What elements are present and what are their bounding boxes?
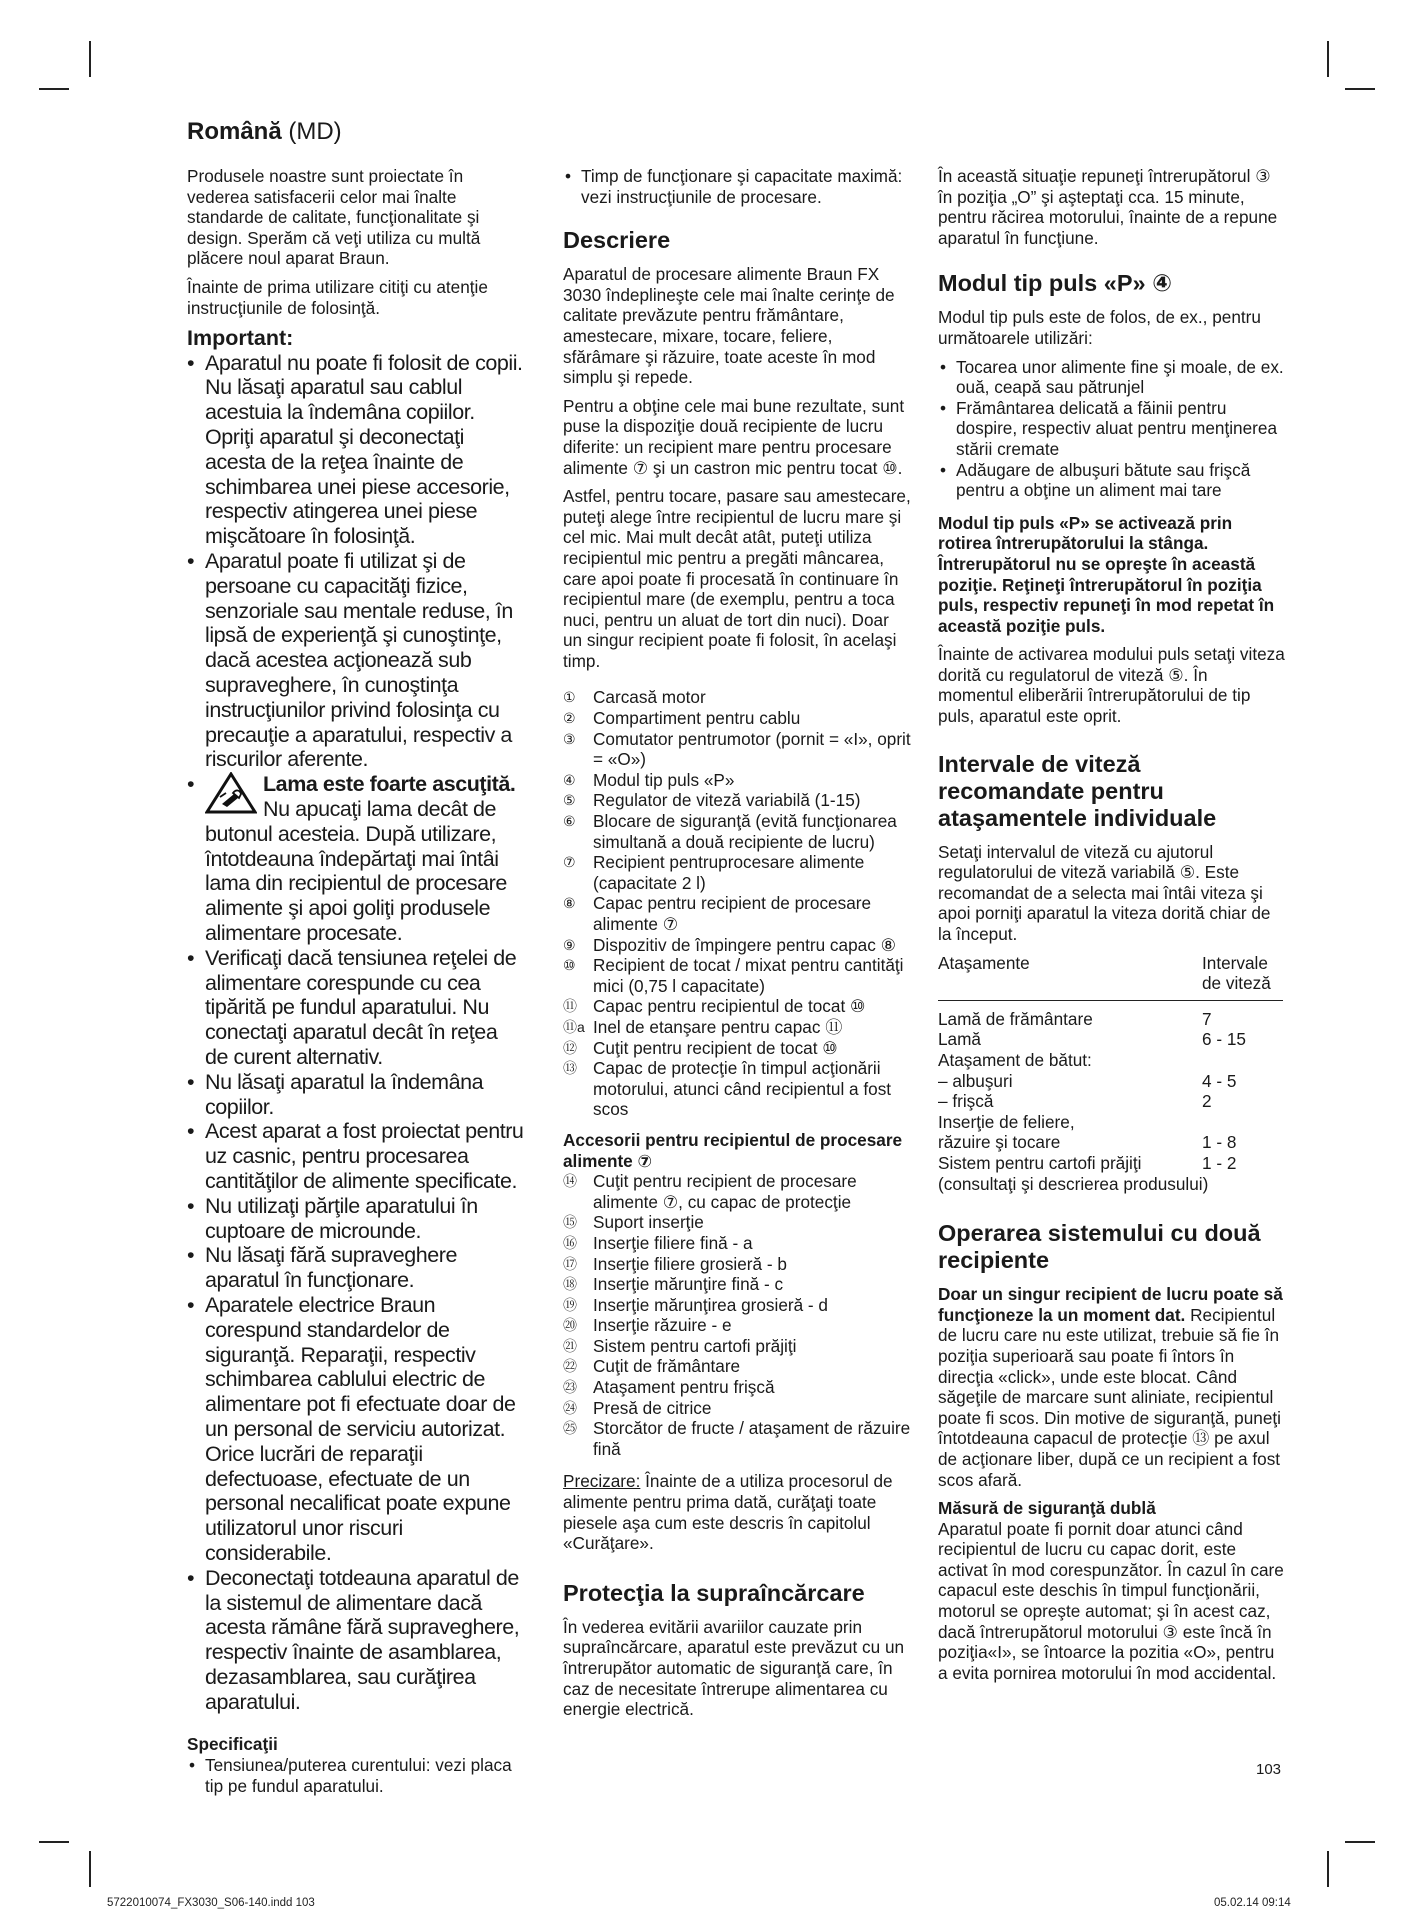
speed-table-attachment: Ataşament de bătut: [938, 1050, 1092, 1070]
part-label: Blocare de siguranţă (evită funcţionarea simultană a două recipiente de lucru) [593, 811, 897, 852]
part-label: Inserţie mărunţirea grosieră - d [593, 1294, 828, 1315]
part-label: Cuţit de frământare [593, 1356, 741, 1377]
important-item: • Acest aparat a fost proiectat pentru uz casnic, pentru procesarea cantităţilor de alimente specificate. [187, 1119, 525, 1193]
part-label: Comutator pentrumotor (pornit = «I», oprit = «O») [593, 728, 911, 770]
speed-table-speed: 1 - 2 [1202, 1152, 1237, 1173]
speed-ranges-paragraph: Setaţi intervalul de viteză cu ajutorul regulatorului de viteză variabilă ⑤. Este recomandat de a selecta mai întâi viteza şi apoi porniţi aparatul la viteza dorită chiar de la început. [938, 841, 1271, 945]
part-item [563, 1212, 911, 1233]
part-label: Suport inserţie [593, 1212, 704, 1233]
crop-mark [39, 88, 69, 90]
double-safety-heading: Măsură de siguranţă dublă [938, 1498, 1156, 1519]
specifications-list [187, 1755, 525, 1796]
part-item [563, 935, 911, 956]
accessories-list [563, 1171, 911, 1459]
specification-item: • Timp de funcţionare şi capacitate maximă: vezi instrucţiunile de procesare. [563, 166, 911, 207]
column-3 [938, 166, 1286, 1691]
two-bowl-operation-heading: Operarea sistemului cu două recipiente [938, 1220, 1261, 1274]
part-number: ① [563, 689, 576, 706]
speed-table-row [938, 1050, 1283, 1071]
specification-item: • Tensiunea/puterea curentului: vezi placa tip pe fundul aparatului. [187, 1755, 525, 1796]
pulse-mode-paragraph: Înainte de activarea modului puls setaţi viteza dorită cu regulatorul de viteză ⑤. În momentul eliberării întrerupătorului de tip puls, aparatul este oprit. [938, 644, 1285, 727]
part-item [563, 1058, 911, 1120]
part-item [563, 1315, 911, 1336]
part-label: Carcasă motor [593, 687, 706, 708]
part-number: ⑮ [563, 1214, 577, 1231]
speed-table-speed: 4 - 5 [1202, 1070, 1237, 1091]
part-number: ⑬ [563, 1060, 577, 1077]
pulse-mode-item: • Adăugare de albuşuri bătute sau frişcă pentru a obţine un aliment mai tare [938, 460, 1286, 501]
part-label: Inel de etanşare pentru capac ⑪ [593, 1016, 843, 1037]
part-number: ② [563, 710, 576, 727]
page-number: 103 [1256, 1761, 1282, 1778]
crop-mark [1327, 41, 1329, 77]
speed-table-header-attachments: Ataşamente [938, 953, 1202, 1001]
crop-mark [89, 1851, 91, 1887]
two-bowl-operation-text [938, 1284, 1286, 1490]
speed-table-attachment: răzuire şi tocare [938, 1132, 1061, 1153]
speed-table [938, 953, 1283, 1174]
part-number: ⑲ [563, 1296, 577, 1313]
part-item [563, 1336, 911, 1357]
intro-paragraph-1: Produsele noastre sunt proiectate în vederea satisfacerii celor mai înalte standarde de calitate, funcţionalitate şi design. Sperăm că veţi utiliza cu multă plăcere noul aparat Braun. [187, 166, 481, 269]
crop-mark [39, 1841, 69, 1843]
part-number: ⑯ [563, 1234, 577, 1251]
part-label: Capac pentru recipient de procesare alimente ⑦ [593, 893, 872, 934]
pulse-mode-intro: Modul tip puls este de folos, de ex., pentru următoarele utilizări: [938, 307, 1261, 348]
note-paragraph [563, 1471, 911, 1553]
speed-table-attachment: – albuşuri [938, 1070, 1013, 1091]
note-label: Precizare: [563, 1471, 641, 1492]
overload-protection-paragraph-cont: În această situaţie repuneţi întrerupătorul ③ în poziţia „O” şi aşteptaţi cca. 15 minute, pentru răcirea motorului, înainte de a repune aparatul în funcţiune. [938, 166, 1278, 248]
speed-table-row [938, 1000, 1283, 1029]
blade-warning-bold: Lama este foarte ascuţită. [263, 772, 516, 797]
part-item [563, 1295, 911, 1316]
part-number: ⑭ [563, 1173, 577, 1190]
speed-table-speed: 2 [1202, 1091, 1212, 1112]
speed-table-row [938, 1091, 1283, 1112]
pulse-mode-item: • Tocarea unor alimente fine şi moale, de ex. ouă, ceapă sau pătrunjel [938, 357, 1286, 398]
page-title [187, 118, 342, 146]
part-number: ⑧ [563, 895, 576, 912]
speed-table-row [938, 1153, 1283, 1174]
important-item: • Aparatul poate fi utilizat şi de persoane cu capacităţi fizice, senzoriale sau mentale reduse, în lipsă de experienţă şi cunoştinţe, dacă acestea acţionează sub supraveghere, în cunoştinţa instrucţiunilor privind folosinţa cu precauţie a aparatului, respectiv a riscurilor aferente. [187, 549, 525, 772]
double-safety-paragraph: Aparatul poate fi pornit doar atunci când recipientul de lucru cu capac dorit, este activat în mod corespunzător. În cazul în care capacul este deschis în timpul funcţionării, motorul se opreşte automat; şi în acest caz, dacă întrerupătorul motorului ③ este încă în poziţia«I», se întoarce la pozitia «O», pentru a evita pornirea motorului în mod accidental. [938, 1518, 1284, 1683]
sharp-blade-warning-icon [205, 772, 257, 814]
part-label: Ataşament pentru frişcă [593, 1377, 775, 1398]
speed-table-body [938, 1000, 1283, 1173]
part-item [563, 1418, 911, 1459]
part-label: Dispozitiv de împingere pentru capac ⑧ [593, 934, 896, 955]
speed-table-row [938, 1112, 1283, 1133]
part-label: Sistem pentru cartofi prăjiţi [593, 1335, 797, 1356]
two-bowl-operation-body: Recipientul de lucru care nu este utilizat, trebuie să fie în poziţia superioară sau poate fi întors în direcţia «click», unde este blocat. Când săgeţile de marcare sunt aliniate, recipientul poate fi scos. Din motive de siguranţă, puneţi întotdeauna capacul de protecţie ⑬ pe axul de acţionare liber, după ce un recipient a fost scos afară. [938, 1304, 1281, 1490]
part-label: Cuţit pentru recipient de tocat ⑩ [593, 1037, 838, 1058]
important-item: • Verificaţi dacă tensiunea reţelei de alimentare corespunde cu cea tipărită pe fundul aparatului. Nu conectaţi aparatul decât în reţea de curent alternativ. [187, 946, 525, 1070]
two-bowl-operation-bold: Doar un singur recipient de lucru poate să funcţioneze la un moment dat. [938, 1284, 1283, 1325]
part-item [563, 1254, 911, 1275]
speed-table-attachment: Lamă [938, 1029, 981, 1050]
description-paragraph: Astfel, pentru tocare, pasare sau amestecare, puteţi alege între recipientul de lucru mare şi cel mic. Mai mult decât atât, puteţi utiliza recipientul mic pentru a pregăti mâncarea, care apoi poate fi procesată în continuare în recipientul mare (de exemplu, pentru a toca nuci, pentru un aluat de tort din nuci). Doar un singur recipient poate fi folosit, în acelaşi timp. [563, 486, 911, 671]
part-number: ⑦ [563, 854, 576, 871]
part-item [563, 1038, 911, 1059]
part-number: ③ [563, 730, 576, 747]
part-label: Inserţie filiere fină - a [593, 1232, 753, 1253]
part-item [563, 1356, 911, 1377]
speed-table-speed [1202, 1050, 1283, 1071]
pulse-mode-item: • Frământarea delicată a făinii pentru dospire, respectiv aluat pentru menţinerea stării cremate [938, 398, 1286, 460]
important-item: • Nu utilizaţi părţile aparatului în cuptoare de microunde. [187, 1194, 525, 1244]
specifications-heading: Specificaţii [187, 1734, 278, 1755]
part-number: ⑰ [563, 1255, 577, 1272]
speed-table-speed [1202, 1112, 1283, 1133]
part-label: Compartiment pentru cablu [593, 708, 801, 729]
part-item [563, 1398, 911, 1419]
part-label: Capac de protecţie în timpul acţionării motorului, atunci când recipientul a fost scos [593, 1058, 892, 1120]
part-label: Cuţit pentru recipient de procesare alimente ⑦, cu capac de protecţie [593, 1171, 857, 1212]
speed-table-attachment: Sistem pentru cartofi prăjiţi [938, 1152, 1142, 1173]
part-item [563, 729, 911, 770]
speed-table-speed: 6 - 15 [1202, 1029, 1246, 1050]
pulse-mode-heading: Modul tip puls «P» ④ [938, 270, 1173, 297]
part-item [563, 1171, 911, 1212]
important-item: • Deconectaţi totdeauna aparatul de la sistemul de alimentare dacă acesta rămâne fără supraveghere, respectiv înainte de asamblarea, dezasamblarea, sau curăţirea aparatului. [187, 1566, 525, 1715]
part-number: ⑪ [563, 998, 577, 1015]
part-item [563, 687, 911, 708]
important-item: • Nu lăsaţi aparatul la îndemâna copiilor. [187, 1070, 525, 1120]
crop-mark [1345, 1841, 1375, 1843]
intro-paragraph-2: Înainte de prima utilizare citiţi cu atenţie instrucţiunile de folosinţă. [187, 276, 488, 318]
part-item [563, 1274, 911, 1295]
part-number: ⑳ [563, 1317, 577, 1334]
parts-list [563, 687, 911, 1119]
speed-ranges-heading: Intervale de viteză recomandate pentru ataşamentele individuale [938, 750, 1217, 831]
part-number: ⑨ [563, 936, 576, 953]
part-number: ㉓ [563, 1379, 577, 1396]
overload-protection-paragraph: În vederea evitării avariilor cauzate prin supraîncărcare, aparatul este prevăzut cu un întrerupător automatic de siguranţă care, în caz de necesitate întrerupe alimentarea cu energie electrică. [563, 1616, 905, 1720]
crop-mark [1345, 88, 1375, 90]
important-item: • Nu lăsaţi fără supraveghere aparatul în funcţionare. [187, 1243, 525, 1293]
speed-table-row [938, 1132, 1283, 1153]
part-item [563, 1233, 911, 1254]
speed-table-attachment: Inserţie de feliere, [938, 1111, 1075, 1132]
part-item [563, 811, 911, 852]
part-item [563, 790, 911, 811]
part-label: Inserţie mărunţire fină - c [593, 1274, 784, 1295]
part-item [563, 770, 911, 791]
speed-table-row [938, 1029, 1283, 1050]
part-item [563, 1017, 911, 1038]
speed-table-row [938, 1071, 1283, 1092]
speed-table-attachment: – frişcă [938, 1091, 994, 1112]
part-number: ㉑ [563, 1337, 577, 1354]
specifications-list-cont [563, 166, 911, 207]
part-item [563, 955, 911, 996]
important-list [187, 351, 525, 1715]
part-label: Modul tip puls «P» [593, 769, 735, 790]
note-text: Înainte de a utiliza procesorul de alimente pentru prima dată, curăţaţi toate piesele aşa cum este descris în capitolul «Curăţare». [563, 1471, 893, 1554]
part-number: ㉒ [563, 1358, 577, 1375]
part-number: ⑫ [563, 1039, 577, 1056]
column-1 [187, 166, 525, 1804]
speed-table-attachment: Lamă de frământare [938, 1008, 1093, 1029]
language-title: Română [187, 118, 282, 145]
part-number: ⑩ [563, 957, 576, 974]
part-label: Inserţie răzuire - e [593, 1315, 732, 1336]
pulse-mode-list [938, 357, 1286, 501]
part-number: ⑥ [563, 813, 576, 830]
part-item [563, 996, 911, 1017]
part-number: ④ [563, 771, 576, 788]
speed-table-speed: 1 - 8 [1202, 1132, 1237, 1153]
description-heading: Descriere [563, 227, 671, 254]
column-2 [563, 166, 911, 1728]
part-label: Inserţie filiere grosieră - b [593, 1253, 787, 1274]
part-label: Capac pentru recipientul de tocat ⑩ [593, 996, 866, 1017]
description-paragraph: Pentru a obţine cele mai bune rezultate, sunt puse la dispoziţie două recipiente de lucru diferite: un recipient mare pentru procesare alimente ⑦ şi un castron mic pentru tocat ⑩. [563, 395, 905, 478]
slug-date-time: 05.02.14 09:14 [1214, 1897, 1291, 1909]
overload-protection-heading: Protecţia la supraîncărcare [563, 1579, 865, 1606]
part-item [563, 852, 911, 893]
part-number: ⑱ [563, 1276, 577, 1293]
crop-mark [1327, 1851, 1329, 1887]
part-label: Recipient pentruprocesare alimente (capacitate 2 l) [593, 852, 865, 893]
part-number: ㉕ [563, 1420, 577, 1437]
part-label: Recipient de tocat / mixat pentru cantităţi mici (0,75 l capacitate) [593, 955, 904, 996]
blade-warning-text: Nu apucaţi lama decât de butonul acesteia. După utilizare, întotdeauna îndepărtaţi mai întâi lama din recipientul de procesare alimente şi apoi goliţi produsele alimentare procesate. [205, 797, 507, 945]
part-item [563, 893, 911, 934]
speed-table-header-speed: Intervale de viteză [1202, 953, 1283, 1001]
pulse-mode-bold-note: Modul tip puls «P» se activează prin rotirea întrerupătorului la stânga. Întrerupătorul nu se opreşte în această poziţie. Reţineţi întrerupătorul în poziţia puls, respectiv repuneţi în mod repetat în această poziţie puls. [938, 512, 1275, 636]
speed-table-note: (consultaţi şi descrierea produsului) [938, 1173, 1209, 1194]
important-item: • Aparatele electrice Braun corespund standardelor de siguranţă. Reparaţii, respectiv schimbarea cablului electric de alimentare pot fi efectuate doar de un personal de serviciu autorizat. Orice lucrări de reparaţii defectuoase, efectuate de un personal necalificat poate expune utilizatorul unor riscuri considerabile. [187, 1293, 525, 1566]
part-label: Storcător de fructe / ataşament de răzuire fină [593, 1418, 911, 1459]
important-heading: Important: [187, 326, 294, 351]
slug-file-info: 5722010074_FX3030_S06-140.indd 103 [107, 1897, 315, 1909]
language-suffix: (MD) [288, 118, 342, 145]
speed-table-speed: 7 [1202, 1008, 1212, 1029]
part-label: Regulator de viteză variabilă (1-15) [593, 790, 861, 811]
part-label: Presă de citrice [593, 1397, 712, 1418]
crop-mark [89, 41, 91, 77]
part-number: ㉔ [563, 1399, 577, 1416]
accessories-heading: Accesorii pentru recipientul de procesare alimente ⑦ [563, 1129, 903, 1171]
important-item-blade [187, 772, 525, 946]
part-number: ⑪a [563, 1018, 585, 1035]
part-item [563, 1377, 911, 1398]
part-number: ⑤ [563, 792, 576, 809]
part-item [563, 708, 911, 729]
description-paragraph: Aparatul de procesare alimente Braun FX 3030 îndeplineşte cele mai înalte cerinţe de calitate prevăzute pentru frământare, amestecare, mixare, tocare, feliere, sfărâmare şi răzuire, toate aceste în mod simplu şi repede. [563, 264, 895, 388]
important-item: • Aparatul nu poate fi folosit de copii. Nu lăsaţi aparatul sau cablul acestuia la îndemâna copiilor. Opriţi aparatul şi deconectaţi acesta de la reţea înainte de schimbarea unei piese accesorie, respectiv atingerea unei piese mişcătoare în folosinţă. [187, 351, 525, 549]
